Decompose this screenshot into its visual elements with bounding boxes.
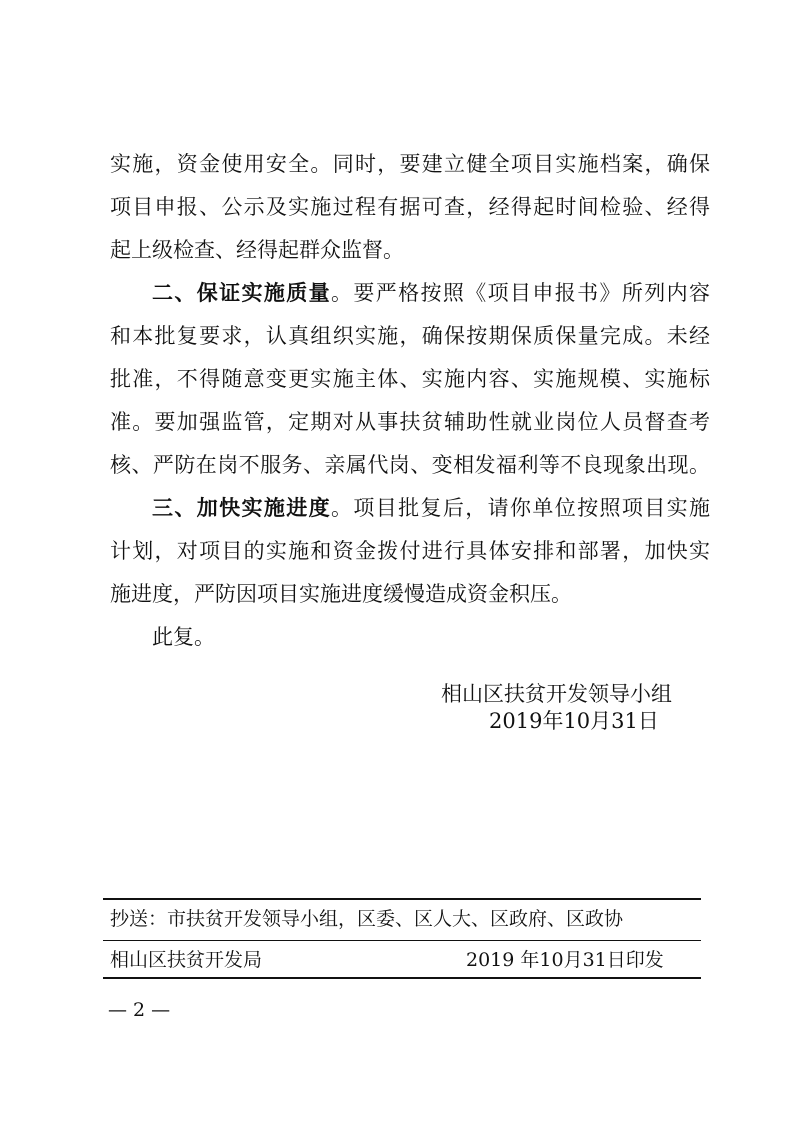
closing-text: 此复。: [152, 625, 215, 649]
section-heading: 三、加快实施进度: [152, 496, 331, 520]
body-line: 和本批复要求，认真组织实施，确保按期保质保量完成。未经: [110, 324, 710, 348]
paragraph-first-line: [152, 494, 710, 522]
footer-middle-rule: [103, 940, 701, 941]
body-line: 项目申报、公示及实施过程有据可查，经得起时间检验、经得: [110, 195, 710, 219]
body-line: 批准，不得随意变更实施主体、实施内容、实施规模、实施标: [110, 367, 710, 391]
body-line: 实施，资金使用安全。同时，要建立健全项目实施档案，确保: [110, 152, 710, 176]
body-text: 。项目批复后，请你单位按照项目实施: [331, 496, 710, 520]
body-line: 核、严防在岗不服务、亲属代岗、变相发福利等不良现象出现。: [110, 453, 710, 477]
body-line: 起上级检查、经得起群众监督。: [110, 238, 404, 262]
footer-top-rule: [103, 898, 701, 900]
cc-list: 抄送：市扶贫开发领导小组，区委、区人大、区政府、区政协: [110, 908, 624, 930]
body-line: 计划，对项目的实施和资金拨付进行具体安排和部署，加快实: [110, 539, 710, 563]
signature-date: 2019年10月31日: [489, 709, 659, 733]
print-date: 2019 年10月31日印发: [466, 949, 664, 971]
body-line: 准。要加强监管，定期对从事扶贫辅助性就业岗位人员督查考: [110, 410, 710, 434]
signature-org: 相山区扶贫开发领导小组: [441, 682, 672, 706]
issuing-office: 相山区扶贫开发局: [110, 949, 263, 971]
footer-bottom-rule: [103, 977, 701, 979]
section-heading: 二、保证实施质量: [152, 281, 331, 305]
paragraph-first-line: [152, 279, 710, 307]
page-number: — 2 —: [108, 999, 171, 1021]
body-line: 施进度，严防因项目实施进度缓慢造成资金积压。: [110, 582, 572, 606]
body-text: 。要严格按照《项目申报书》所列内容: [331, 281, 710, 305]
